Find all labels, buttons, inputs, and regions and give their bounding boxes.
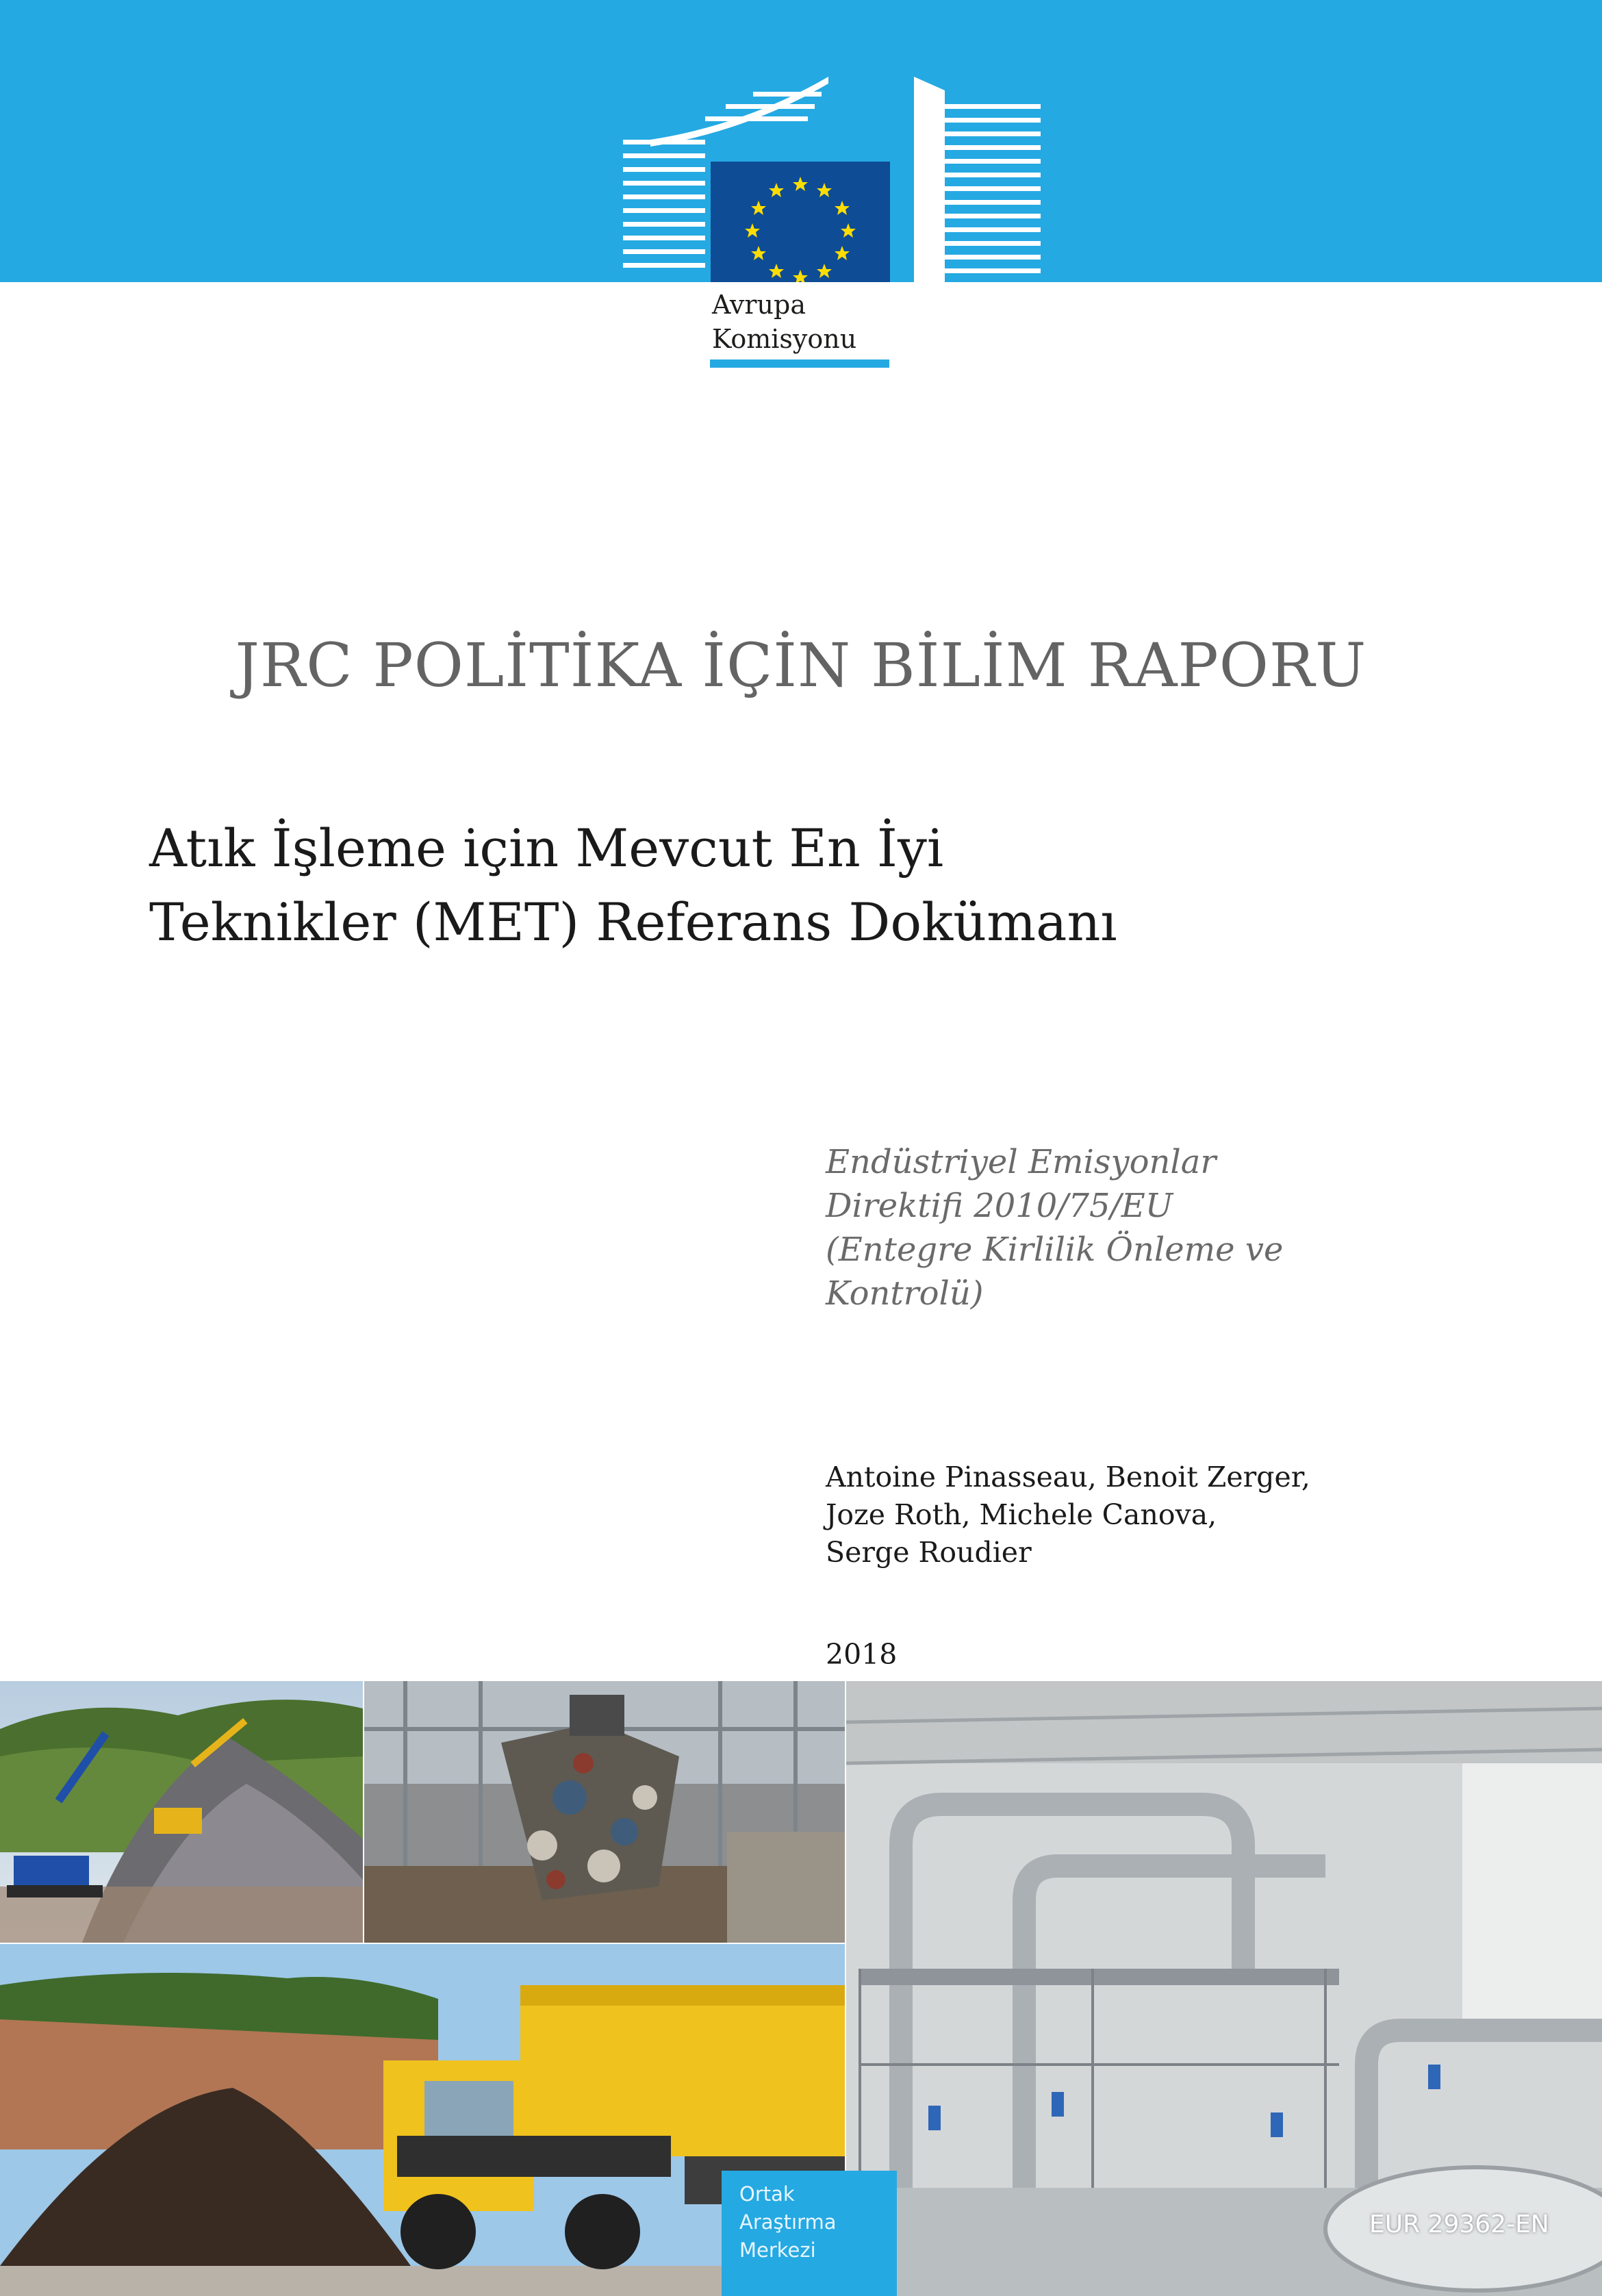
subtitle-line-3: (Entegre Kirlilik Önleme ve xyxy=(826,1231,1284,1269)
subtitle-line-4: Kontrolü) xyxy=(826,1274,984,1313)
report-code: EUR 29362-EN xyxy=(1369,2210,1549,2238)
jrc-logo-box xyxy=(722,2171,897,2296)
title-line-1: Atık İşleme için Mevcut En İyi xyxy=(149,818,944,879)
logo-line-2: Komisyonu xyxy=(712,324,857,354)
authors-line-1: Antoine Pinasseau, Benoit Zerger, xyxy=(826,1461,1310,1493)
compost-site-photo xyxy=(0,1944,845,2296)
authors-line-3: Serge Roudier xyxy=(826,1536,1032,1569)
document-subtitle xyxy=(826,1140,1442,1315)
document-title xyxy=(149,811,1450,959)
scrap-yard-photo xyxy=(0,1681,363,1943)
treatment-plant-photo xyxy=(846,1681,1602,2296)
european-commission-logo xyxy=(623,77,1041,282)
logo-line-1: Avrupa xyxy=(712,290,806,320)
logo-underline xyxy=(710,359,889,368)
series-title: JRC POLİTİKA İÇİN BİLİM RAPORU xyxy=(235,630,1367,701)
jrc-line-1: Ortak xyxy=(739,2182,795,2206)
jrc-line-3: Merkezi xyxy=(739,2238,816,2262)
authors-line-2: Joze Roth, Michele Canova, xyxy=(826,1498,1217,1531)
waste-bunker-photo xyxy=(364,1681,845,1943)
authors xyxy=(826,1459,1510,1572)
publication-year: 2018 xyxy=(826,1638,898,1671)
title-line-2: Teknikler (MET) Referans Dokümanı xyxy=(149,892,1117,953)
logo-text xyxy=(712,288,856,356)
subtitle-line-2: Direktifi 2010/75/EU xyxy=(826,1187,1173,1225)
subtitle-line-1: Endüstriyel Emisyonlar xyxy=(826,1143,1217,1181)
jrc-line-2: Araştırma xyxy=(739,2210,837,2234)
